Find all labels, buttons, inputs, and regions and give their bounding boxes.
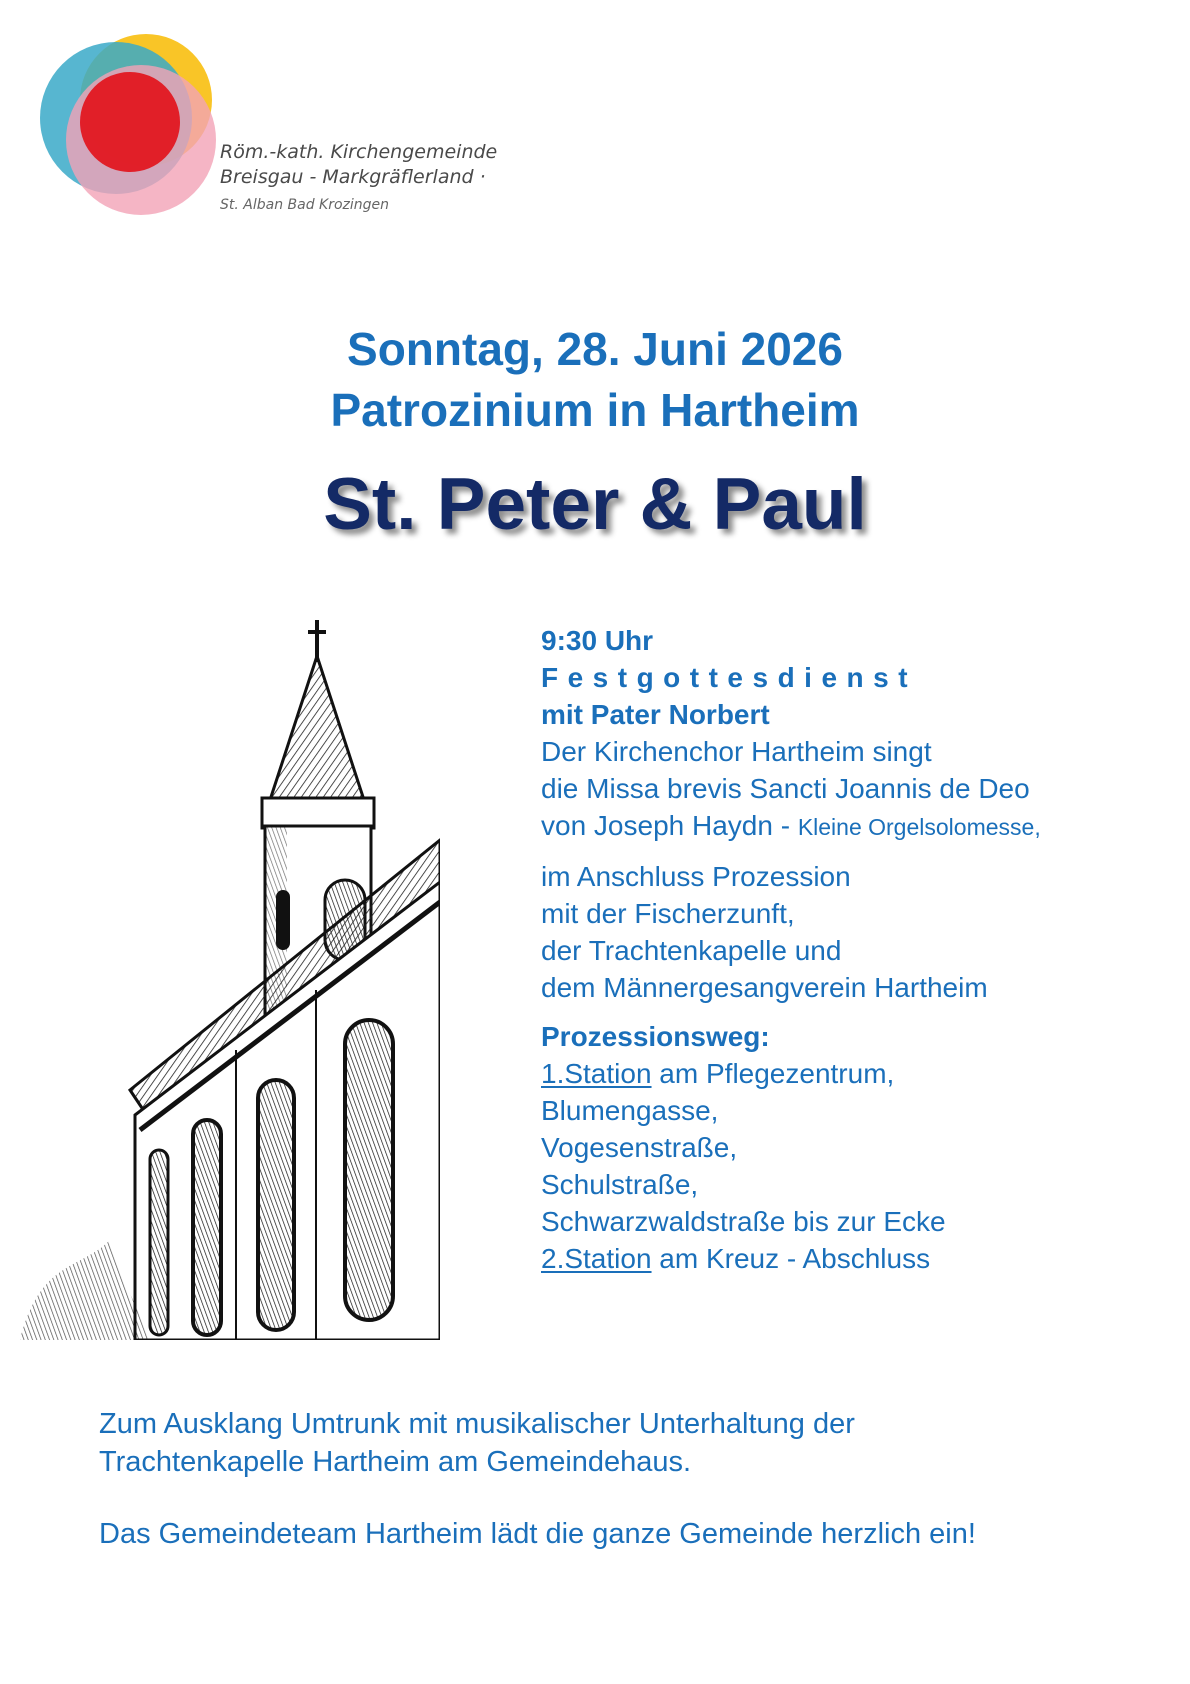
parish-logo: [38, 30, 518, 230]
celebrant: mit Pater Norbert: [541, 699, 770, 730]
station-1-label: 1.Station: [541, 1058, 652, 1089]
service-time: 9:30 Uhr: [541, 625, 654, 656]
service-title: Festgottesdienst: [541, 662, 918, 693]
logo-circles-icon: [38, 30, 228, 220]
logo-parish-name: Röm.-kath. Kirchengemeinde: [220, 141, 498, 163]
route-step-4: Schulstraße,: [541, 1169, 699, 1200]
logo-region: Breisgau - Markgräflerland ·: [220, 166, 486, 188]
choir-line-1: Der Kirchenchor Hartheim singt: [541, 736, 932, 767]
route-station-2: [541, 1240, 1181, 1277]
station-2-label: 2.Station: [541, 1243, 652, 1274]
closing-notes: [99, 1405, 976, 1553]
program-details: [541, 622, 1181, 1277]
route-step-5: Schwarzwaldstraße bis zur Ecke: [541, 1206, 946, 1237]
event-title: Patrozinium in Hartheim: [330, 384, 860, 436]
composer: von Joseph Haydn -: [541, 810, 798, 841]
mass-subtitle: Kleine Orgelsolomesse,: [797, 814, 1041, 840]
logo-text: [220, 140, 497, 213]
route-station-1: [541, 1055, 1181, 1092]
procession-line-3: der Trachtenkapelle und: [541, 935, 842, 966]
station-2-location: am Kreuz - Abschluss: [651, 1243, 931, 1274]
station-1-location: am Pflegezentrum,: [651, 1058, 895, 1089]
logo-location: St. Alban Bad Krozingen: [220, 197, 390, 213]
procession-line-1: im Anschluss Prozession: [541, 861, 851, 892]
invitation: Das Gemeindeteam Hartheim lädt die ganze Gemeinde herzlich ein!: [99, 1518, 976, 1550]
procession-line-4: dem Männergesangverein Hartheim: [541, 972, 988, 1003]
choir-line-2: die Missa brevis Sancti Joannis de Deo: [541, 773, 1030, 804]
route-step-2: Blumengasse,: [541, 1095, 719, 1126]
choir-line-3: [541, 807, 1181, 846]
event-date: Sonntag, 28. Juni 2026: [347, 323, 843, 375]
route-title: Prozessionsweg:: [541, 1021, 770, 1052]
route-step-3: Vogesenstraße,: [541, 1132, 738, 1163]
reception-line-1: Zum Ausklang Umtrunk mit musikalischer Unterhaltung der: [99, 1408, 855, 1440]
patron-saints-title: St. Peter & Paul: [323, 464, 867, 545]
reception-line-2: Trachtenkapelle Hartheim am Gemeindehaus.: [99, 1446, 692, 1478]
procession-line-2: mit der Fischerzunft,: [541, 898, 795, 929]
church-sketch-icon: [0, 620, 440, 1340]
